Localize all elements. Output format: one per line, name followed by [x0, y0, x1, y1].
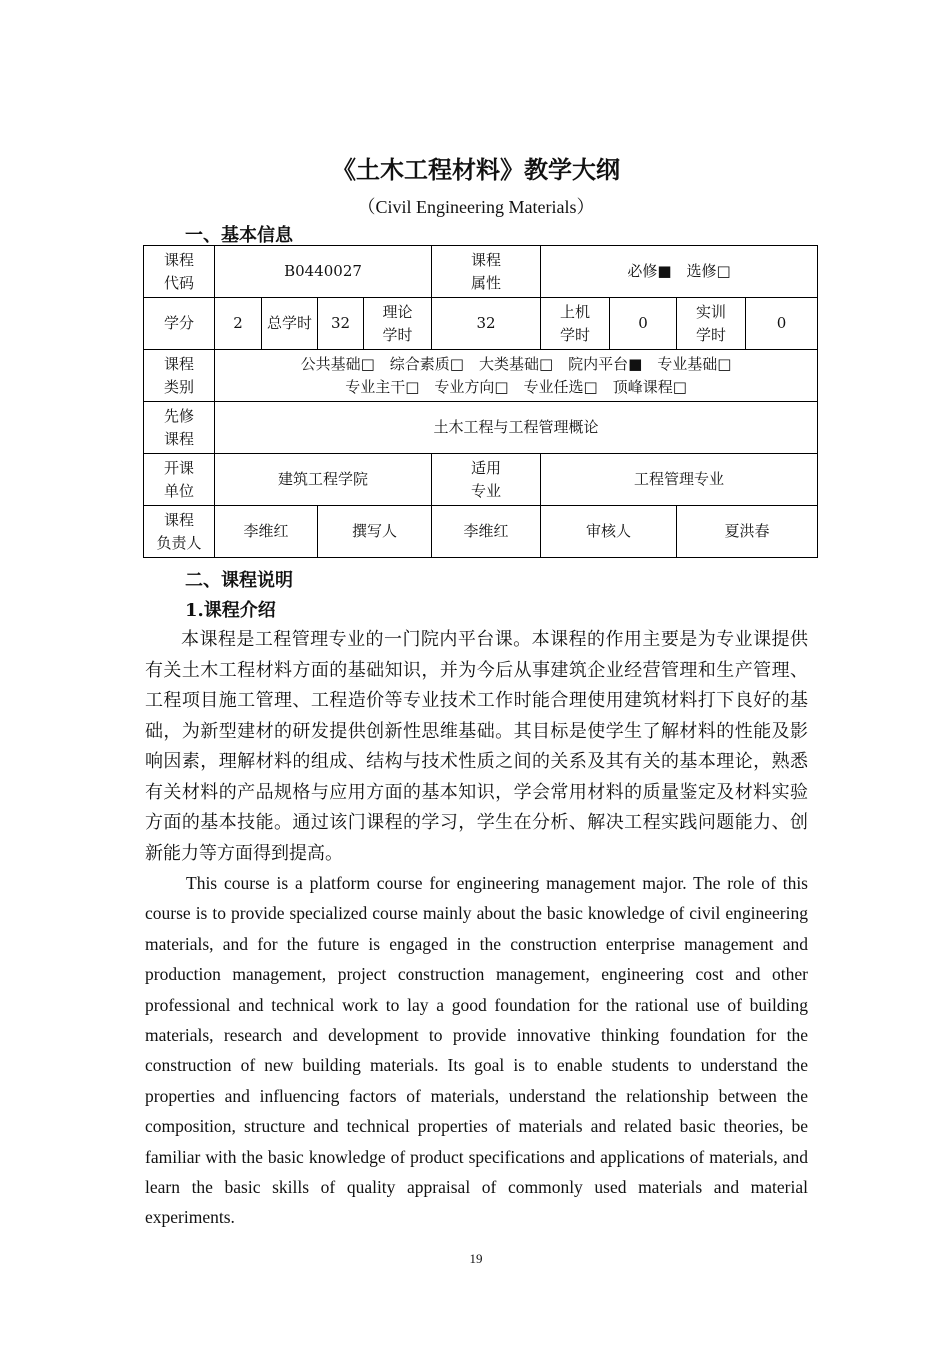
writer-value: 李维红 — [432, 506, 541, 558]
page-number: 19 — [469, 1251, 483, 1266]
table-row — [144, 246, 818, 298]
reviewer-label: 审核人 — [541, 506, 677, 558]
training-hours-value: 0 — [746, 298, 818, 350]
dept-label: 开课 单位 — [144, 454, 215, 506]
course-attr-label-line: 属性 — [471, 273, 502, 292]
category-label: 课程 类别 — [144, 350, 215, 402]
subsection-heading-introduction: 1.课程介绍 — [185, 600, 276, 621]
course-attr-label — [432, 246, 541, 298]
theory-hours-value: 32 — [432, 298, 541, 350]
table-row — [144, 506, 818, 558]
section-heading-course-description: 二、课程说明 — [185, 570, 293, 591]
computer-hours-label: 上机 学时 — [541, 298, 610, 350]
basic-info-table — [143, 245, 818, 558]
credit-value: 2 — [215, 298, 262, 350]
table-row — [144, 350, 818, 402]
credit-label: 学分 — [144, 298, 215, 350]
theory-hours-label: 理论 学时 — [364, 298, 432, 350]
prereq-value: 土木工程与工程管理概论 — [215, 402, 818, 454]
total-hours-value: 32 — [318, 298, 364, 350]
prereq-label: 先修 课程 — [144, 402, 215, 454]
course-code-value: B0440027 — [215, 246, 432, 298]
table-row — [144, 454, 818, 506]
reviewer-value: 夏洪春 — [677, 506, 818, 558]
category-options — [215, 350, 818, 402]
major-value: 工程管理专业 — [541, 454, 818, 506]
intro-paragraph-english: This course is a platform course for engineering management major. The role of this course is to provide specialized course mainly about the basic knowledge of civil engineering materials, and for the future is engaged in the construction enterprise management and production management, project construction management, engineering cost and other professional and technical work to lay a good foundation for the rational use of building materials, research and development to provide innovative thinking foundation for the construction of new building materials. Its goal is to enable students to understand the properties and influencing factors of materials, understand the relationship between the composition, structure and technical properties of materials and related basic theories, be familiar with the basic knowledge of product specifications and applications of materials, and learn the basic skills of quality appraisal of commonly used materials and material experiments. — [145, 873, 808, 1228]
owner-value: 李维红 — [215, 506, 318, 558]
category-options-line-2: 专业主干□ 专业方向□ 专业任选□ 顶峰课程□ — [345, 377, 687, 396]
dept-value: 建筑工程学院 — [215, 454, 432, 506]
owner-label: 课程 负责人 — [144, 506, 215, 558]
course-attr-value: 必修■ 选修□ — [541, 246, 818, 298]
table-row — [144, 402, 818, 454]
course-code-label: 课程 代码 — [144, 246, 215, 298]
major-label: 适用 专业 — [432, 454, 541, 506]
table-row — [144, 298, 818, 350]
writer-label: 撰写人 — [318, 506, 432, 558]
course-attr-label-line: 课程 — [471, 250, 502, 269]
document-title: 《土木工程材料》教学大纲 — [332, 155, 620, 184]
total-hours-label: 总学时 — [262, 298, 318, 350]
intro-paragraph-chinese: 本课程是工程管理专业的一门院内平台课。本课程的作用主要是为专业课提供有关土木工程材料方面的基础知识，并为今后从事建筑企业经营管理和生产管理、工程项目施工管理、工程造价等专业技术工作时能合理使用建筑材料打下良好的基础，为新型建材的研发提供创新性思维基础。其目标是使学生了解材料的性能及影响因素，理解材料的组成、结构与技术性质之间的关系及其有关的基本理论，熟悉有关材料的产品规格与应用方面的基本知识，学会常用材料的质量鉴定及材料实验方面的基本技能。通过该门课程的学习，学生在分析、解决工程实践问题能力、创新能力等方面得到提高。 — [145, 629, 808, 864]
computer-hours-value: 0 — [610, 298, 677, 350]
document-subtitle: （Civil Engineering Materials） — [357, 197, 595, 217]
section-heading-basic-info: 一、基本信息 — [185, 225, 293, 246]
training-hours-label: 实训 学时 — [677, 298, 746, 350]
category-options-line-1: 公共基础□ 综合素质□ 大类基础□ 院内平台■ 专业基础□ — [300, 354, 732, 373]
